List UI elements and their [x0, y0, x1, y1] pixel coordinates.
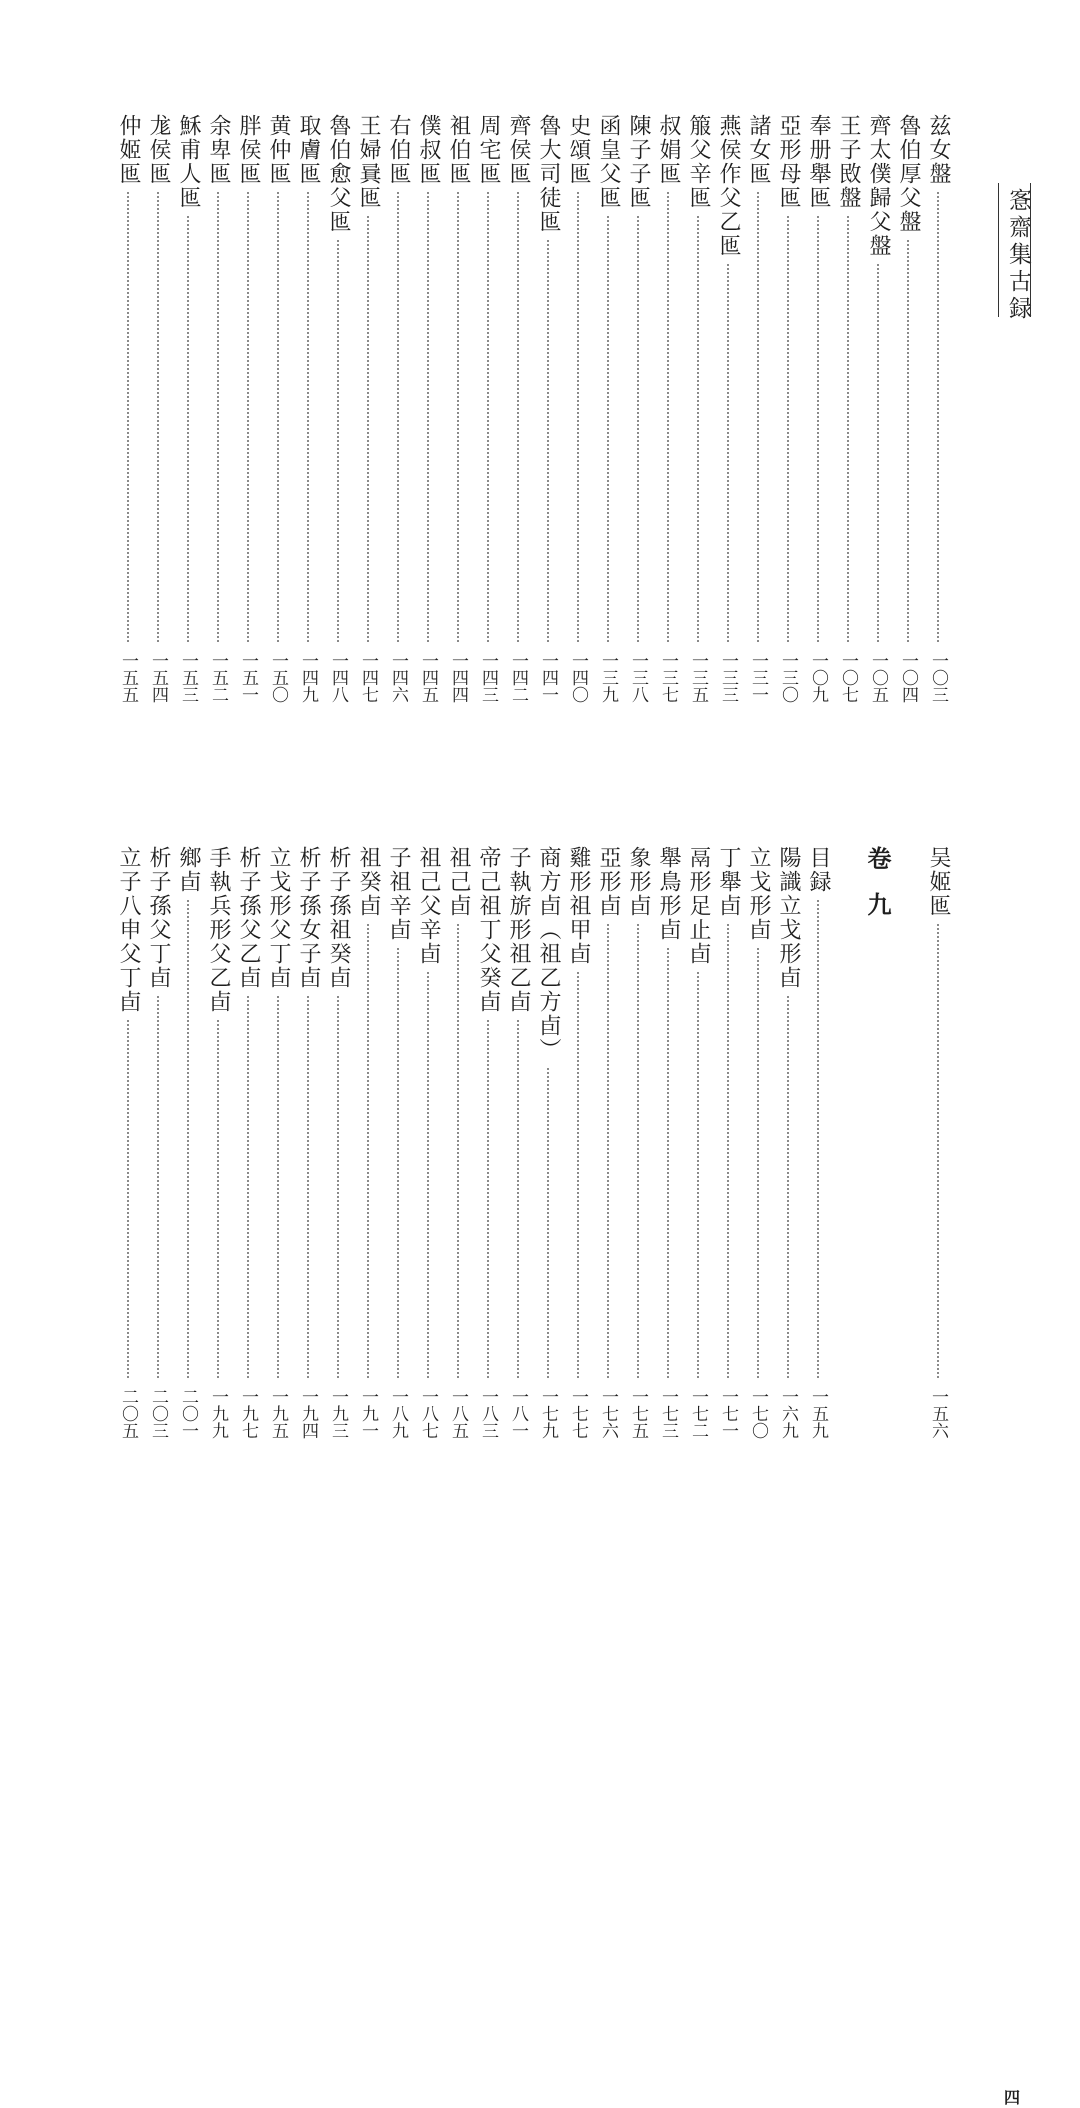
page-number: 一四七	[358, 652, 378, 703]
dot-leader	[157, 192, 159, 642]
entry-title: 目録	[806, 846, 831, 894]
entry-title: 鄉卣	[176, 846, 201, 894]
dot-leader	[337, 240, 339, 642]
dot-leader	[337, 996, 339, 1378]
page-number: 一〇三	[928, 652, 948, 703]
dot-leader	[667, 948, 669, 1378]
entry-title: 取膚匜	[296, 114, 321, 186]
dot-leader	[307, 192, 309, 642]
page-number: 一三三	[718, 652, 738, 703]
page-number: 一九三	[328, 1388, 348, 1439]
entry-title: 手執兵形父乙卣	[206, 846, 231, 1014]
dot-leader	[607, 216, 609, 642]
dot-leader	[937, 192, 939, 642]
entry-title: 黄仲匜	[266, 114, 291, 186]
page-number: 一〇七	[838, 652, 858, 703]
dot-leader	[127, 1020, 129, 1378]
entry-title: 析子孫父丁卣	[146, 846, 171, 990]
page-number: 一三九	[598, 652, 618, 703]
entry-title: 尨侯匜	[146, 114, 171, 186]
page-number: 一〇四	[898, 652, 918, 703]
entry-title: 魯伯愈父匜	[326, 114, 351, 234]
dot-leader	[187, 900, 189, 1378]
dot-leader	[577, 192, 579, 642]
dot-leader	[217, 192, 219, 642]
title-rule-left	[998, 183, 999, 317]
entry-title: 箙父辛匜	[686, 114, 711, 210]
entry-title: 子祖辛卣	[386, 846, 411, 942]
page-number: 二〇五	[118, 1388, 138, 1439]
dot-leader	[817, 216, 819, 642]
dot-leader	[637, 924, 639, 1378]
entry-title: 穌甫人匜	[176, 114, 201, 210]
dot-leader	[457, 192, 459, 642]
dot-leader	[697, 216, 699, 642]
page-number: 一四三	[478, 652, 498, 703]
dot-leader	[757, 948, 759, 1378]
page-number: 一三八	[628, 652, 648, 703]
page-number: 一八一	[508, 1388, 528, 1439]
entry-title: 仲姬匜	[116, 114, 141, 186]
page-number: 一七六	[598, 1388, 618, 1439]
page-number: 一七七	[568, 1388, 588, 1439]
page-number: 一四一	[538, 652, 558, 703]
entry-title: 王子敃盤	[836, 114, 861, 210]
dot-leader	[157, 996, 159, 1378]
entry-title: 魯大司徒匜	[536, 114, 561, 234]
entry-title: 右伯匜	[386, 114, 411, 186]
page-number: 一五二	[208, 652, 228, 703]
page-number: 一九五	[268, 1388, 288, 1439]
dot-leader	[817, 900, 819, 1378]
running-title: 愙齋集古録	[1005, 188, 1031, 323]
entry-title: 奉册舉匜	[806, 114, 831, 210]
entry-title: 立戈形父丁卣	[266, 846, 291, 990]
entry-title: 陽識立戈形卣	[776, 846, 801, 990]
page-number: 一四五	[418, 652, 438, 703]
page-number: 一三五	[688, 652, 708, 703]
dot-leader	[427, 192, 429, 642]
entry-title: 陳子子匜	[626, 114, 651, 210]
entry-title: 析子孫女子卣	[296, 846, 321, 990]
volume-heading: 卷九	[863, 846, 892, 938]
page-number: 一四九	[298, 652, 318, 703]
entry-title: 王婦㠱匜	[356, 114, 381, 210]
dot-leader	[727, 264, 729, 642]
dot-leader	[247, 192, 249, 642]
dot-leader	[607, 924, 609, 1378]
dot-leader	[367, 216, 369, 642]
page-number: 一八九	[388, 1388, 408, 1439]
dot-leader	[367, 924, 369, 1378]
dot-leader	[277, 996, 279, 1378]
dot-leader	[277, 192, 279, 642]
dot-leader	[787, 996, 789, 1378]
dot-leader	[487, 1020, 489, 1378]
entry-title: 吴姬匜	[926, 846, 951, 918]
dot-leader	[637, 216, 639, 642]
entry-title: 子執旂形祖乙卣	[506, 846, 531, 1014]
page-number: 一九七	[238, 1388, 258, 1439]
bottom-half	[0, 768, 1080, 2107]
page-number: 一〇九	[808, 652, 828, 703]
entry-title: 函皇父匜	[596, 114, 621, 210]
dot-leader	[847, 216, 849, 642]
page-number: 一七三	[658, 1388, 678, 1439]
page-number: 一四六	[388, 652, 408, 703]
entry-title: 立戈形卣	[746, 846, 771, 942]
dot-leader	[547, 240, 549, 642]
page-number: 一四八	[328, 652, 348, 703]
entry-title: 胖侯匜	[236, 114, 261, 186]
entry-title: 僕叔匜	[416, 114, 441, 186]
page-number: 一三七	[658, 652, 678, 703]
page-number: 一三〇	[778, 652, 798, 703]
dot-leader	[667, 192, 669, 642]
dot-leader	[517, 192, 519, 642]
dot-leader	[547, 1068, 549, 1378]
entry-title: 象形卣	[626, 846, 651, 918]
dot-leader	[217, 1020, 219, 1378]
page-number: 一四二	[508, 652, 528, 703]
entry-title: 祖己卣	[446, 846, 471, 918]
entry-title: 析子孫祖癸卣	[326, 846, 351, 990]
page-number: 一九四	[298, 1388, 318, 1439]
page-number: 一四四	[448, 652, 468, 703]
entry-title: 立子八申父丁卣	[116, 846, 141, 1014]
entry-title: 丁舉卣	[716, 846, 741, 918]
dot-leader	[937, 924, 939, 1378]
entry-title: 魯伯厚父盤	[896, 114, 921, 234]
dot-leader	[307, 996, 309, 1378]
page-number: 二〇一	[178, 1388, 198, 1439]
entry-title: 齊太僕歸父盤	[866, 114, 891, 258]
entry-title: 諸女匜	[746, 114, 771, 186]
page-number: 一五一	[238, 652, 258, 703]
page-number: 一四〇	[568, 652, 588, 703]
dot-leader	[457, 924, 459, 1378]
dot-leader	[397, 948, 399, 1378]
entry-title: 史頌匜	[566, 114, 591, 186]
dot-leader	[247, 996, 249, 1378]
entry-title: 亞形卣	[596, 846, 621, 918]
page-number: 一七二	[688, 1388, 708, 1439]
dot-leader	[187, 216, 189, 642]
folio-number: 四	[1004, 2088, 1021, 2107]
page-number: 一七一	[718, 1388, 738, 1439]
page-number: 一六九	[778, 1388, 798, 1439]
dot-leader	[397, 192, 399, 642]
entry-title: 叔娟匜	[656, 114, 681, 186]
page-number: 一五四	[148, 652, 168, 703]
page-number: 一五六	[928, 1388, 948, 1439]
page-number: 一〇五	[868, 652, 888, 703]
entry-title: 余卑匜	[206, 114, 231, 186]
page-number: 一八三	[478, 1388, 498, 1439]
entry-title: 祖己父辛卣	[416, 846, 441, 966]
page-number: 一五五	[118, 652, 138, 703]
dot-leader	[727, 924, 729, 1378]
entry-title: 雞形祖甲卣	[566, 846, 591, 966]
entry-title: 商方卣（祖乙方卣）	[536, 846, 561, 1062]
page-number: 一九一	[358, 1388, 378, 1439]
entry-title: 周宅匜	[476, 114, 501, 186]
entry-title: 鬲形足止卣	[686, 846, 711, 966]
entry-title: 祖癸卣	[356, 846, 381, 918]
page-number: 一八七	[418, 1388, 438, 1439]
dot-leader	[877, 264, 879, 642]
dot-leader	[487, 192, 489, 642]
dot-leader	[427, 972, 429, 1378]
page-number: 一五〇	[268, 652, 288, 703]
dot-leader	[907, 240, 909, 642]
entry-title: 帝己祖丁父癸卣	[476, 846, 501, 1014]
entry-title: 析子孫父乙卣	[236, 846, 261, 990]
entry-title: 舉鳥形卣	[656, 846, 681, 942]
top-half	[0, 0, 1080, 768]
page-number: 二〇三	[148, 1388, 168, 1439]
page-number: 一三一	[748, 652, 768, 703]
title-rule-right	[1030, 183, 1031, 317]
page-number: 一九九	[208, 1388, 228, 1439]
entry-title: 袓伯匜	[446, 114, 471, 186]
dot-leader	[127, 192, 129, 642]
page-number: 一七五	[628, 1388, 648, 1439]
page-number: 一五九	[808, 1388, 828, 1439]
entry-title: 燕侯作父乙匜	[716, 114, 741, 258]
dot-leader	[577, 972, 579, 1378]
page-number: 一七〇	[748, 1388, 768, 1439]
entry-title: 亞形母匜	[776, 114, 801, 210]
page-number: 一八五	[448, 1388, 468, 1439]
dot-leader	[757, 192, 759, 642]
page-number: 一五三	[178, 652, 198, 703]
entry-title: 兹女盤	[926, 114, 951, 186]
dot-leader	[787, 216, 789, 642]
page-number: 一七九	[538, 1388, 558, 1439]
dot-leader	[517, 1020, 519, 1378]
dot-leader	[697, 972, 699, 1378]
entry-title: 齊侯匜	[506, 114, 531, 186]
